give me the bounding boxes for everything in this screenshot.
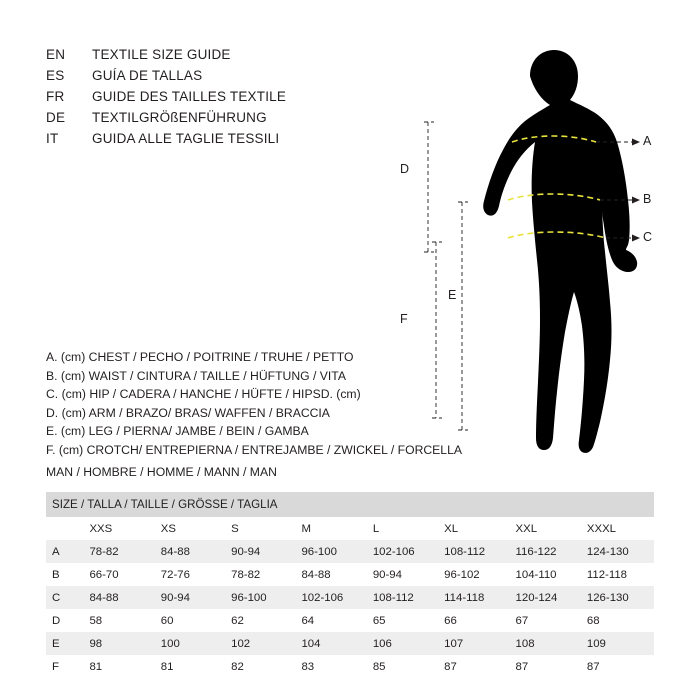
column-header-xl: XL (438, 517, 509, 540)
cell-f-m: 83 (295, 655, 366, 678)
table-row (46, 563, 654, 586)
legend-line-a: A. (cm) CHEST / PECHO / POITRINE / TRUHE / PETTO (46, 350, 354, 364)
dimension-label-e: E (448, 288, 457, 302)
cell-a-xxxl: 124-130 (581, 540, 654, 563)
cell-d-xxxl: 68 (581, 609, 654, 632)
cell-e-xs: 100 (155, 632, 225, 655)
cell-c-xs: 90-94 (155, 586, 225, 609)
cell-d-l: 65 (367, 609, 438, 632)
row-label-a: A (46, 540, 83, 563)
dimension-label-d: D (400, 162, 410, 176)
column-header-m: M (295, 517, 366, 540)
cell-e-xxl: 108 (510, 632, 581, 655)
cell-a-s: 90-94 (225, 540, 295, 563)
cell-b-xxxl: 112-118 (581, 563, 654, 586)
cell-d-xl: 66 (438, 609, 509, 632)
gender-label: MAN / HOMBRE / HOMME / MANN / MAN (46, 465, 277, 479)
table-title-row (46, 492, 654, 517)
cell-f-xxs: 81 (83, 655, 154, 678)
language-title: GUIDA ALLE TAGLIE TESSILI (92, 131, 280, 146)
column-header-l: L (367, 517, 438, 540)
column-header-xxxl: XXXL (581, 517, 654, 540)
cell-c-m: 102-106 (295, 586, 366, 609)
cell-d-m: 64 (295, 609, 366, 632)
language-row (46, 128, 376, 149)
cell-b-xxl: 104-110 (510, 563, 581, 586)
cell-d-xxl: 67 (510, 609, 581, 632)
size-table (46, 492, 654, 678)
cell-b-xxs: 66-70 (83, 563, 154, 586)
legend-line-c: C. (cm) HIP / CADERA / HANCHE / HÜFTE / HIPSD. (cm) (46, 387, 361, 402)
cell-c-l: 108-112 (367, 586, 438, 609)
table-row (46, 609, 654, 632)
dimension-label-c: C (643, 230, 653, 244)
language-code: FR (46, 89, 65, 104)
row-label-d: D (46, 609, 83, 632)
cell-f-xxxl: 87 (581, 655, 654, 678)
cell-a-xs: 84-88 (155, 540, 225, 563)
language-title: TEXTILE SIZE GUIDE (92, 47, 231, 62)
cell-b-s: 78-82 (225, 563, 295, 586)
leg-dimension-line (458, 202, 468, 430)
cell-a-l: 102-106 (367, 540, 438, 563)
dimension-label-a: A (643, 134, 652, 148)
table-title: SIZE / TALLA / TAILLE / GRÖSSE / TAGLIA (46, 492, 654, 517)
cell-b-m: 84-88 (295, 563, 366, 586)
column-header-xxs: XXS (83, 517, 154, 540)
cell-a-m: 96-100 (295, 540, 366, 563)
row-label-b: B (46, 563, 83, 586)
language-code: IT (46, 131, 59, 146)
cell-f-xl: 87 (438, 655, 509, 678)
legend-line-f: F. (cm) CROTCH/ ENTREPIERNA / ENTREJAMBE / ZWICKEL / FORCELLA (46, 442, 462, 457)
cell-a-xxl: 116-122 (510, 540, 581, 563)
cell-c-xxs: 84-88 (83, 586, 154, 609)
dimension-label-b: B (643, 192, 652, 206)
crotch-dimension-line (432, 242, 442, 418)
column-header-s: S (225, 517, 295, 540)
cell-e-xxxl: 109 (581, 632, 654, 655)
row-label-f: F (46, 655, 83, 678)
column-header-xs: XS (155, 517, 225, 540)
cell-c-xxxl: 126-130 (581, 586, 654, 609)
language-title: GUIDE DES TAILLES TEXTILE (92, 89, 287, 104)
language-row (46, 65, 376, 86)
size-table-wrapper (46, 492, 654, 678)
table-column-header-row (46, 517, 654, 540)
language-row (46, 86, 376, 107)
cell-b-l: 90-94 (367, 563, 438, 586)
language-title-block (46, 44, 376, 149)
language-title: GUÍA DE TALLAS (92, 68, 203, 83)
arm-dimension-line (424, 122, 434, 252)
cell-b-xs: 72-76 (155, 563, 225, 586)
cell-e-m: 104 (295, 632, 366, 655)
table-row (46, 586, 654, 609)
language-row (46, 107, 376, 128)
legend-line-b: B. (cm) WAIST / CINTURA / TAILLE / HÜFTUNG / VITA (46, 368, 346, 383)
language-title: TEXTILGRÖßENFÜHRUNG (92, 110, 267, 125)
language-code: EN (46, 47, 66, 62)
cell-e-xxs: 98 (83, 632, 154, 655)
table-row (46, 540, 654, 563)
dimension-label-f: F (400, 312, 408, 326)
language-code: ES (46, 68, 65, 83)
cell-d-xs: 60 (155, 609, 225, 632)
language-code: DE (46, 110, 66, 125)
man-silhouette-icon (483, 50, 637, 453)
cell-e-l: 106 (367, 632, 438, 655)
legend-line-e: E. (cm) LEG / PIERNA/ JAMBE / BEIN / GAMBA (46, 424, 309, 439)
cell-c-s: 96-100 (225, 586, 295, 609)
cell-a-xxs: 78-82 (83, 540, 154, 563)
cell-e-s: 102 (225, 632, 295, 655)
body-figure (400, 30, 670, 470)
column-header-blank (46, 517, 83, 540)
cell-a-xl: 108-112 (438, 540, 509, 563)
cell-d-s: 62 (225, 609, 295, 632)
cell-f-xxl: 87 (510, 655, 581, 678)
measure-leader-arrows (632, 139, 640, 242)
legend-line-d: D. (cm) ARM / BRAZO/ BRAS/ WAFFEN / BRACCIA (46, 405, 330, 420)
cell-f-xs: 81 (155, 655, 225, 678)
table-row (46, 655, 654, 678)
cell-e-xl: 107 (438, 632, 509, 655)
language-row (46, 44, 376, 65)
row-label-c: C (46, 586, 83, 609)
table-row (46, 632, 654, 655)
cell-c-xl: 114-118 (438, 586, 509, 609)
cell-d-xxs: 58 (83, 609, 154, 632)
cell-f-l: 85 (367, 655, 438, 678)
body-silhouette-svg (400, 30, 670, 470)
column-header-xxl: XXL (510, 517, 581, 540)
cell-b-xl: 96-102 (438, 563, 509, 586)
row-label-e: E (46, 632, 83, 655)
cell-c-xxl: 120-124 (510, 586, 581, 609)
cell-f-s: 82 (225, 655, 295, 678)
